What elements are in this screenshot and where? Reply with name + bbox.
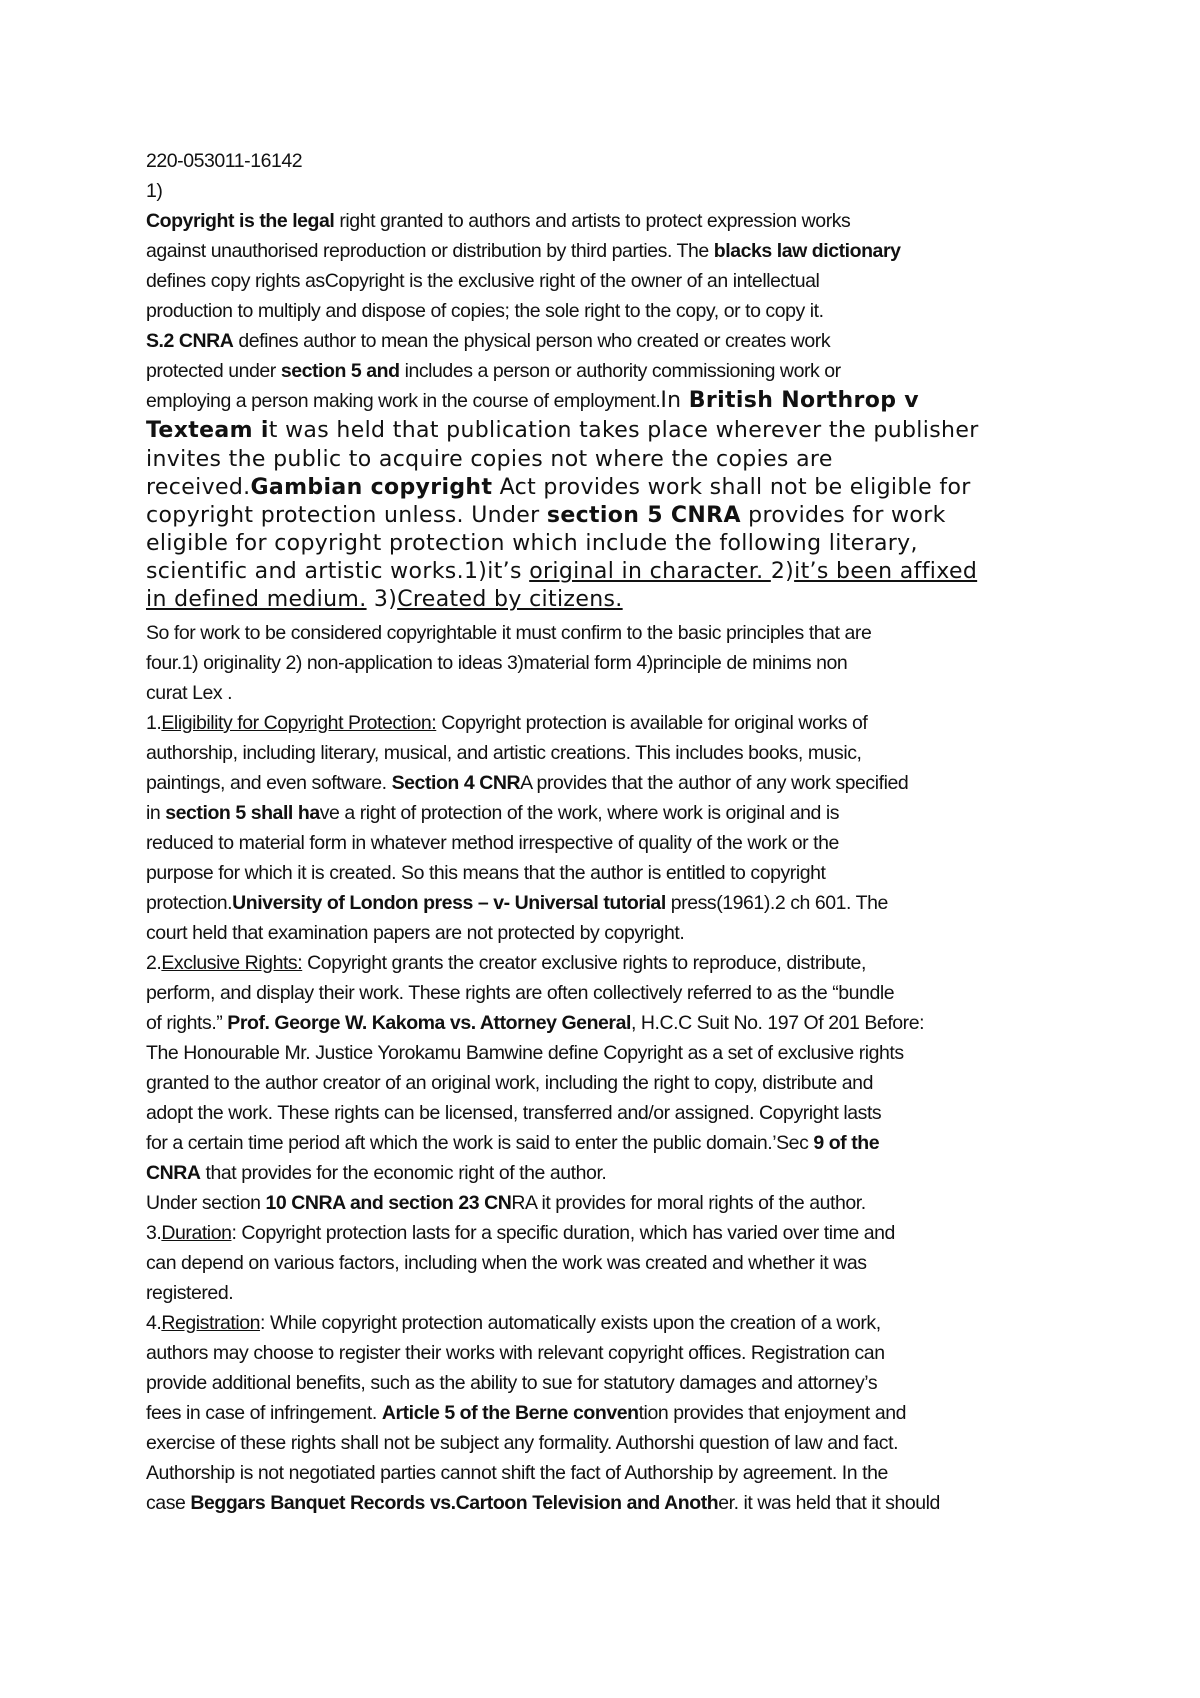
text-run: fees in case of infringement. bbox=[146, 1402, 382, 1424]
bold-text: section 5 shall ha bbox=[165, 802, 320, 824]
text-line bbox=[146, 502, 1086, 530]
bold-text: Prof. George W. Kakoma vs. Attorney General bbox=[227, 1012, 631, 1034]
text-line bbox=[146, 1188, 1086, 1218]
text-line bbox=[146, 1428, 1086, 1458]
text-run: invites the public to acquire copies not where the copies are bbox=[146, 447, 833, 472]
underlined-text: Exclusive Rights: bbox=[161, 952, 303, 974]
text-line bbox=[146, 618, 1086, 648]
text-line bbox=[146, 918, 1086, 948]
bold-text: Section 4 CNR bbox=[391, 772, 521, 794]
text-run: received. bbox=[146, 475, 251, 500]
text-line bbox=[146, 678, 1086, 708]
text-line bbox=[146, 1068, 1086, 1098]
underlined-text: Registration bbox=[161, 1312, 261, 1334]
text-line bbox=[146, 1308, 1086, 1338]
bold-text: blacks law dictionary bbox=[713, 240, 901, 262]
text-run: provides for work bbox=[740, 503, 946, 528]
text-run: case bbox=[146, 1492, 191, 1514]
text-line bbox=[146, 1218, 1086, 1248]
text-run: authorship, including literary, musical, and artistic creations. This includes books, music, bbox=[146, 742, 862, 764]
text-run: The Honourable Mr. Justice Yorokamu Bamwine define Copyright as a set of exclusive rights bbox=[146, 1042, 904, 1064]
text-line bbox=[146, 1098, 1086, 1128]
text-run: Authorship is not negotiated parties cannot shift the fact of Authorship by agreement. In the bbox=[146, 1462, 888, 1484]
underlined-text: Eligibility for Copyright Protection: bbox=[161, 712, 437, 734]
text-line bbox=[146, 708, 1086, 738]
bold-text: University of London press – v- Universal tutorial bbox=[232, 892, 666, 914]
text-run: eligible for copyright protection which include the following literary, bbox=[146, 531, 918, 556]
text-line bbox=[146, 768, 1086, 798]
bold-text: Gambian copyright bbox=[250, 475, 493, 500]
text-run: 220-053011-16142 bbox=[146, 150, 303, 172]
text-line bbox=[146, 1008, 1086, 1038]
text-run: A provides that the author of any work specified bbox=[520, 772, 909, 794]
underlined-text: in defined medium. bbox=[146, 587, 367, 612]
text-run: adopt the work. These rights can be licensed, transferred and/or assigned. Copyright lasts bbox=[146, 1102, 882, 1124]
text-run: of rights.” bbox=[146, 1012, 228, 1034]
text-run: Copyright grants the creator exclusive rights to reproduce, distribute, bbox=[302, 952, 866, 974]
text-run: 1) bbox=[146, 180, 163, 202]
underlined-text: it’s been affixed bbox=[794, 559, 978, 584]
bold-text: Beggars Banquet Records vs.Cartoon Television and Anoth bbox=[190, 1492, 719, 1514]
bold-text: section 5 and bbox=[280, 360, 400, 382]
text-run: right granted to authors and artists to protect expression works bbox=[334, 210, 851, 232]
text-run: production to multiply and dispose of copies; the sole right to the copy, or to copy it. bbox=[146, 300, 824, 322]
text-run: In bbox=[660, 388, 689, 413]
text-run: can depend on various factors, including when the work was created and whether it was bbox=[146, 1252, 867, 1274]
text-run: Copyright protection is available for original works of bbox=[436, 712, 868, 734]
bold-text: Texteam i bbox=[146, 418, 269, 443]
bold-text: Copyright is the legal bbox=[146, 210, 335, 232]
text-run: granted to the author creator of an original work, including the right to copy, distribute and bbox=[146, 1072, 873, 1094]
text-line bbox=[146, 888, 1086, 918]
text-run: ve a right of protection of the work, where work is original and is bbox=[319, 802, 840, 824]
text-run: : While copyright protection automatically exists upon the creation of a work, bbox=[260, 1312, 881, 1334]
text-line bbox=[146, 978, 1086, 1008]
text-run: Act provides work shall not be eligible for bbox=[492, 475, 971, 500]
text-run: for a certain time period aft which the work is said to enter the public domain.’Sec bbox=[146, 1132, 814, 1154]
text-line bbox=[146, 1398, 1086, 1428]
text-run: Under section bbox=[146, 1192, 266, 1214]
text-line bbox=[146, 236, 1086, 266]
text-run: authors may choose to register their works with relevant copyright offices. Registration can bbox=[146, 1342, 885, 1364]
text-run: perform, and display their work. These rights are often collectively referred to as the “bundle bbox=[146, 982, 895, 1004]
text-run: RA it provides for moral rights of the author. bbox=[511, 1192, 866, 1214]
text-run: tion provides that enjoyment and bbox=[638, 1402, 907, 1424]
bold-text: Article 5 of the Berne conven bbox=[381, 1402, 639, 1424]
bold-text: CNRA bbox=[146, 1162, 201, 1184]
text-line bbox=[146, 356, 1086, 386]
text-run: registered. bbox=[146, 1282, 234, 1304]
text-line bbox=[146, 146, 1086, 176]
text-run: 4. bbox=[146, 1312, 162, 1334]
text-run: defines copy rights asCopyright is the exclusive right of the owner of an intellectual bbox=[146, 270, 820, 292]
text-run: 1. bbox=[146, 712, 162, 734]
text-run: against unauthorised reproduction or distribution by third parties. The bbox=[146, 240, 714, 262]
text-line bbox=[146, 586, 1086, 618]
text-line bbox=[146, 474, 1086, 502]
text-run: that provides for the economic right of the author. bbox=[200, 1162, 607, 1184]
bold-text: 9 of the bbox=[813, 1132, 880, 1154]
text-run: curat Lex . bbox=[146, 682, 233, 704]
bold-text: section 5 CNRA bbox=[546, 503, 741, 528]
text-line bbox=[146, 648, 1086, 678]
text-run: 2. bbox=[146, 952, 162, 974]
text-line bbox=[146, 1038, 1086, 1068]
text-run: court held that examination papers are not protected by copyright. bbox=[146, 922, 685, 944]
text-line bbox=[146, 1158, 1086, 1188]
text-run: So for work to be considered copyrightable it must confirm to the basic principles that are bbox=[146, 622, 872, 644]
text-run: provide additional benefits, such as the ability to sue for statutory damages and attorney’s bbox=[146, 1372, 878, 1394]
text-run: 3) bbox=[366, 587, 398, 612]
text-run: press(1961).2 ch 601. The bbox=[665, 892, 888, 914]
text-run: protection. bbox=[146, 892, 233, 914]
text-line bbox=[146, 326, 1086, 356]
text-line bbox=[146, 386, 1086, 416]
text-run: in bbox=[146, 802, 166, 824]
text-run: reduced to material form in whatever method irrespective of quality of the work or the bbox=[146, 832, 839, 854]
text-run: 3. bbox=[146, 1222, 162, 1244]
document-page bbox=[146, 146, 1086, 1518]
text-line bbox=[146, 266, 1086, 296]
bold-text: S.2 CNRA bbox=[146, 330, 234, 352]
text-run: : Copyright protection lasts for a specific duration, which has varied over time and bbox=[231, 1222, 895, 1244]
text-run: four.1) originality 2) non-application to ideas 3)material form 4)principle de minims non bbox=[146, 652, 848, 674]
text-run: er. it was held that it should bbox=[718, 1492, 940, 1514]
text-run: protected under bbox=[146, 360, 281, 382]
text-line bbox=[146, 530, 1086, 558]
text-line bbox=[146, 858, 1086, 888]
text-line bbox=[146, 206, 1086, 236]
text-line bbox=[146, 558, 1086, 586]
text-line bbox=[146, 1278, 1086, 1308]
text-line bbox=[146, 1248, 1086, 1278]
bold-text: British Northrop v bbox=[688, 388, 919, 413]
text-line bbox=[146, 176, 1086, 206]
underlined-text: Duration bbox=[161, 1222, 232, 1244]
text-line bbox=[146, 1128, 1086, 1158]
text-line bbox=[146, 1488, 1086, 1518]
text-line bbox=[146, 738, 1086, 768]
underlined-text: original in character. bbox=[529, 559, 771, 584]
text-run: copyright protection unless. Under bbox=[146, 503, 547, 528]
text-run: employing a person making work in the course of employment. bbox=[146, 390, 661, 412]
text-line bbox=[146, 828, 1086, 858]
bold-text: 10 CNRA and section 23 CN bbox=[265, 1192, 512, 1214]
text-line bbox=[146, 948, 1086, 978]
text-run: 2) bbox=[770, 559, 795, 584]
text-line bbox=[146, 1338, 1086, 1368]
text-line bbox=[146, 296, 1086, 326]
text-line bbox=[146, 798, 1086, 828]
text-line bbox=[146, 416, 1086, 446]
text-run: defines author to mean the physical person who created or creates work bbox=[233, 330, 831, 352]
text-run: exercise of these rights shall not be subject any formality. Authorshi question of law and fact. bbox=[146, 1432, 899, 1454]
text-line bbox=[146, 1368, 1086, 1398]
text-run: t was held that publication takes place wherever the publisher bbox=[268, 418, 979, 443]
text-line bbox=[146, 446, 1086, 474]
text-run: scientific and artistic works.1)it’s bbox=[146, 559, 530, 584]
text-run: includes a person or authority commissioning work or bbox=[399, 360, 841, 382]
underlined-text: Created by citizens. bbox=[397, 587, 623, 612]
text-run: purpose for which it is created. So this means that the author is entitled to copyright bbox=[146, 862, 826, 884]
text-run: , H.C.C Suit No. 197 Of 201 Before: bbox=[630, 1012, 925, 1034]
text-run: paintings, and even software. bbox=[146, 772, 392, 794]
text-line bbox=[146, 1458, 1086, 1488]
